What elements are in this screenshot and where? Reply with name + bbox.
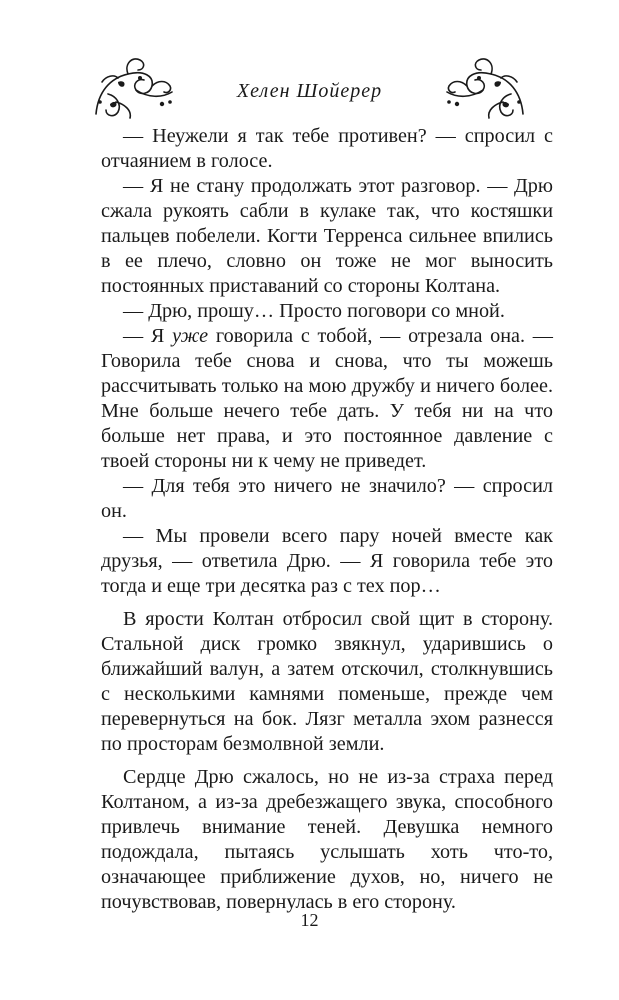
paragraph-text: говорила с тобой, — отрезала она. — Говорила тебе снова и снова, что ты можешь рассчитывать только на мою дружбу и ничего более. Мне больше нечего тебе дать. У тебя ни на что больше нет права, и это постоянное давление с твоей стороны ни к чему не приведет. (101, 325, 553, 472)
paragraph-text: — Я (123, 325, 173, 347)
paragraph: — Мы провели всего пару ночей вместе как друзья, — ответила Дрю. — Я говорила тебе это тогда и еще три десятка раз с тех пор… (101, 525, 553, 597)
paragraph: — Неужели я так тебе противен? — спросил с отчаянием в голосе. (101, 125, 553, 172)
page-number: 12 (300, 910, 319, 930)
running-head-author: Хелен Шойерер (236, 80, 383, 102)
floral-ornament-icon (441, 52, 531, 122)
paragraph: Сердце Дрю сжалось, но не из-за страха перед Колтаном, а из-за дребезжащего звука, способного привлечь внимание теней. Девушка немного подождала, пытаясь услышать хоть что-то, означающее приближение духов, но, ничего не почувствовав, повернулась в его сторону. (101, 766, 553, 913)
paragraph (101, 324, 553, 474)
emphasis: уже (172, 325, 209, 347)
paragraph: В ярости Колтан отбросил свой щит в сторону. Стальной диск громко звякнул, ударившись о ближайший валун, а затем отскочил, столкнувшись с несколькими камнями поменьше, прежде чем перевернуться на бок. Лязг металла эхом разнесся по просторам безмолвной земли. (101, 608, 553, 755)
paragraph: — Я не стану продолжать этот разговор. — Дрю сжала рукоять сабли в кулаке так, что костяшки пальцев побелели. Когти Терренса сильнее впились в ее плечо, словно он тоже не мог выносить постоянных приставаний со стороны Колтана. (101, 175, 553, 297)
paragraph: — Дрю, прошу… Просто поговори со мной. (123, 300, 505, 322)
body-text (101, 124, 553, 915)
paragraph: — Для тебя это ничего не значило? — спросил он. (101, 475, 553, 522)
page-header (88, 52, 531, 122)
